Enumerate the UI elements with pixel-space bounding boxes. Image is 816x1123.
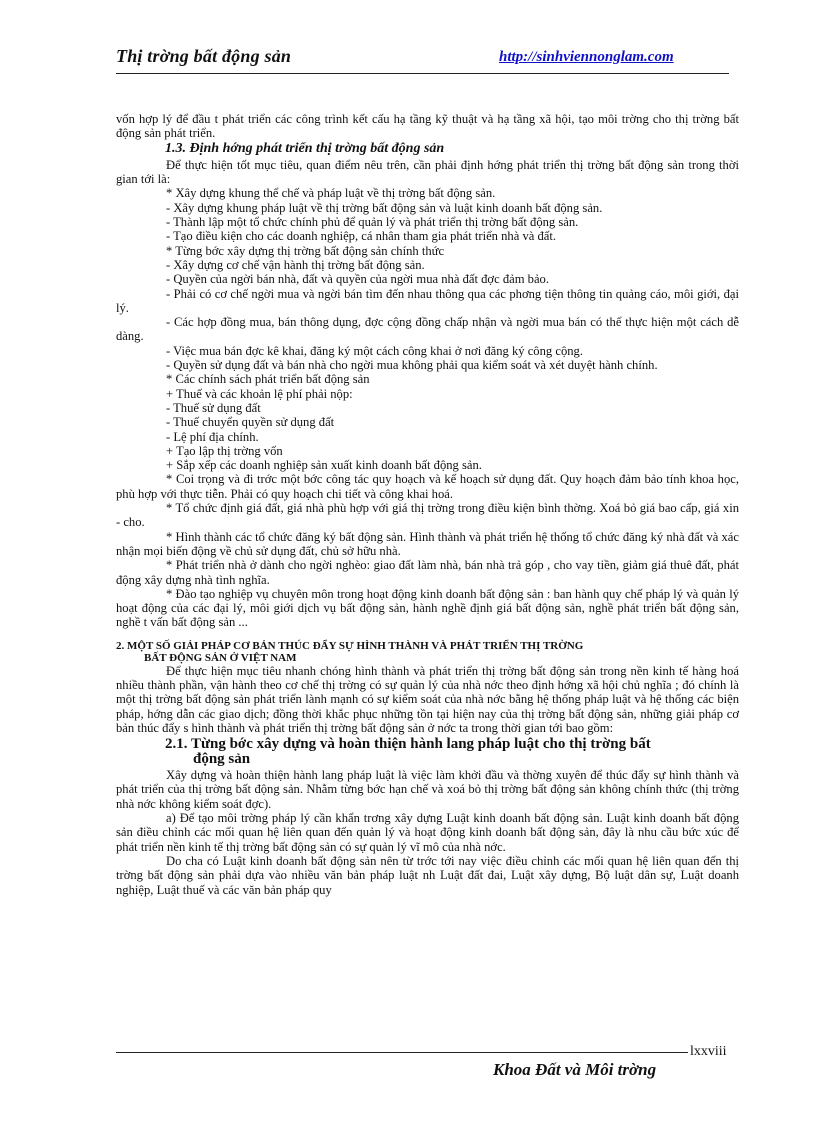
header-website-link[interactable]: http://sinhviennonglam.com: [499, 49, 674, 65]
paragraph-orientation: Để thực hiện tốt mục tiêu, quan điểm nêu trên, cần phải định hớng phát triển thị trờng bất động sản trong thời gian tới là:: [116, 157, 739, 187]
section-heading-2-1: [116, 737, 739, 767]
section-heading-2-line1: 2. MỘT SỐ GIẢI PHÁP CƠ BẢN THÚC ĐẨY SỰ HÌNH THÀNH VÀ PHÁT TRIỂN THỊ TRỜNG: [116, 639, 584, 652]
header-title: Thị trờng bất động sản: [116, 46, 292, 66]
footer-department: Khoa Đất và Môi trờng: [493, 1060, 657, 1079]
list-item: * Các chính sách phát triển bất động sản: [166, 372, 370, 387]
list-item: - Thuế sử dụng đất: [166, 400, 261, 415]
list-item: * Hình thành các tổ chức đăng ký bất động sản. Hình thành và phát triển hệ thống tổ chức đăng ký nhà đất và xác nhận mọi biến động về chủ sử dụng đất, chủ sở hữu nhà.: [116, 529, 739, 558]
list-item: - Xây dựng cơ chế vận hành thị trờng bất động sản.: [166, 257, 425, 272]
list-item: - Các hợp đồng mua, bán thông dụng, đợc cộng đồng chấp nhận và ngời mua bán có thể thực hiện một cách dễ dàng.: [116, 315, 739, 344]
list-item: * Từng bớc xây dựng thị trờng bất động sản chính thức: [166, 243, 445, 258]
header-divider: [116, 73, 729, 74]
page-body: [116, 112, 739, 897]
section-heading-1-3: 1.3. Định hớng phát triển thị trờng bất động sản: [165, 140, 445, 156]
list-item: - Quyền sử dụng đất và bán nhà cho ngời mua không phải qua kiểm soát và xét duyệt hành chính.: [166, 358, 658, 373]
list-item: - Tạo điều kiện cho các doanh nghiệp, cá nhân tham gia phát triển nhà và đất.: [166, 229, 557, 244]
footer-divider: [116, 1052, 688, 1053]
list-item: * Xây dựng khung thể chế và pháp luật về thị trờng bất động sản.: [166, 186, 496, 201]
paragraph-current-regulation: Do cha có Luật kinh doanh bất động sản nên từ trớc tới nay việc điều chỉnh các mối quan hệ liên quan đến thị trờng bất động sản phải dựa vào nhiều văn bản pháp luật nh Luật đất đai, Luật xây dựng, Bộ luật dân sự, Luật doanh nghiệp, Luật thuế và các văn bản pháp quy: [116, 853, 739, 897]
list-item: + Sắp xếp các doanh nghiệp sản xuất kinh doanh bất động sản.: [166, 458, 482, 473]
list-item: - Quyền của ngời bán nhà, đất và quyền của ngời mua nhà đất đợc đảm bảo.: [166, 272, 549, 287]
paragraph-legal-framework: Xây dựng và hoàn thiện hành lang pháp luật là việc làm khởi đầu và thờng xuyên để thúc đẩy sự hình thành và phát triển của thị trờng bất động sản. Nhằm từng bớc hạn chế và xoá bỏ thị trờng bất động sản không chính thức (thị trờng nhà nớc không kiểm soát đợc).: [116, 768, 739, 811]
list-item: + Thuế và các khoản lệ phí phải nộp:: [166, 386, 353, 401]
list-item: - Thành lập một tổ chức chính phủ để quản lý và phát triển thị trờng bất động sản.: [166, 215, 579, 230]
list-item: - Thuế chuyển quyền sử dụng đất: [166, 415, 335, 430]
paragraph-solutions-intro: Để thực hiện mục tiêu nhanh chóng hình thành và phát triển thị trờng bất động sản trong nền kinh tế hàng hoá nhiều thành phần, vận hành theo cơ chế thị trờng có sự quản lý của nhà nớc theo định hớng xã hội chủ nghĩa ; đó chính là một thị trờng bất động sản phát triển lành mạnh có sự kiểm soát của nhà nớc bằng hệ thống pháp luật và hệ thống các biện pháp, hớng dẫn các giao dịch; đồng thời khắc phục những tồn tại hiện nay của thị trờng bất động sản, những giải pháp cơ bản thúc đẩy s hình thành và phát triển thị trờng bất động sản ở nớc ta trong thời gian tới bao gồm:: [116, 663, 739, 735]
list-item: * Tổ chức định giá đất, giá nhà phù hợp với giá thị trờng trong điều kiện bình thờng. Xoá bỏ giá bao cấp, giá xin - cho.: [116, 501, 739, 530]
list-item: * Đào tạo nghiệp vụ chuyên môn trong hoạt động kinh doanh bất động sản : ban hành quy chế pháp lý và quản lý hoạt động của các đại lý, môi giới dịch vụ bất động sản, hành nghề định giá bất động sản, nghề phát triển bất động sản, nghề t vấn bất động sản ...: [116, 586, 739, 630]
section-heading-2-line2: BẤT ĐỘNG SẢN Ở VIỆT NAM: [144, 651, 297, 664]
list-item: + Tạo lập thị trờng vốn: [166, 443, 283, 458]
list-item: - Xây dựng khung pháp luật về thị trờng bất động sản và luật kinh doanh bất động sản.: [166, 200, 603, 215]
orientation-list: [116, 186, 739, 629]
section-heading-2-1-line2: động sản: [193, 751, 251, 768]
list-item: - Phải có cơ chế ngời mua và ngời bán tìm đến nhau thông qua các phơng tiện thông tin quảng cáo, môi giới, đại lý.: [116, 286, 739, 315]
list-item: - Việc mua bán đợc kê khai, đăng ký một cách công khai ở nơi đăng ký công cộng.: [166, 343, 583, 358]
paragraph-real-estate-law: a) Để tạo môi trờng pháp lý cần khẩn trơng xây dựng Luật kinh doanh bất động sản. Luật kinh doanh bất động sản điều chỉnh các mối quan hệ liên quan đến quản lý và hoạt động kinh doanh bất động sản, đây là nhu cầu bức xúc để phát triển nền kinh tế thị trờng bất động sản có sự quản lý vĩ mô của nhà nớc.: [116, 811, 739, 854]
list-item: * Phát triển nhà ở dành cho ngời nghèo: giao đất làm nhà, bán nhà trả góp , cho vay tiền, giảm giá thuê đất, phát động xây dựng nhà tình nghĩa.: [116, 558, 739, 587]
list-item: * Coi trọng và đi trớc một bớc công tác quy hoạch và kế hoạch sử dụng đất. Quy hoạch đảm bảo tính khoa học, phù hợp với thực tiễn. Phải có quy hoạch chi tiết và công khai hoá.: [116, 472, 739, 501]
page-number: lxxviii: [690, 1044, 727, 1059]
section-heading-2: [116, 640, 739, 664]
section-heading-2-1-line1: 2.1. Từng bớc xây dựng và hoàn thiện hành lang pháp luật cho thị trờng bất: [165, 736, 651, 753]
list-item: - Lệ phí địa chính.: [166, 429, 259, 444]
paragraph-intro: vốn hợp lý để đầu t phát triển các công trình kết cấu hạ tầng kỹ thuật và hạ tầng xã hội, tạo môi trờng cho thị trờng bất động sản phát triển.: [116, 112, 739, 141]
